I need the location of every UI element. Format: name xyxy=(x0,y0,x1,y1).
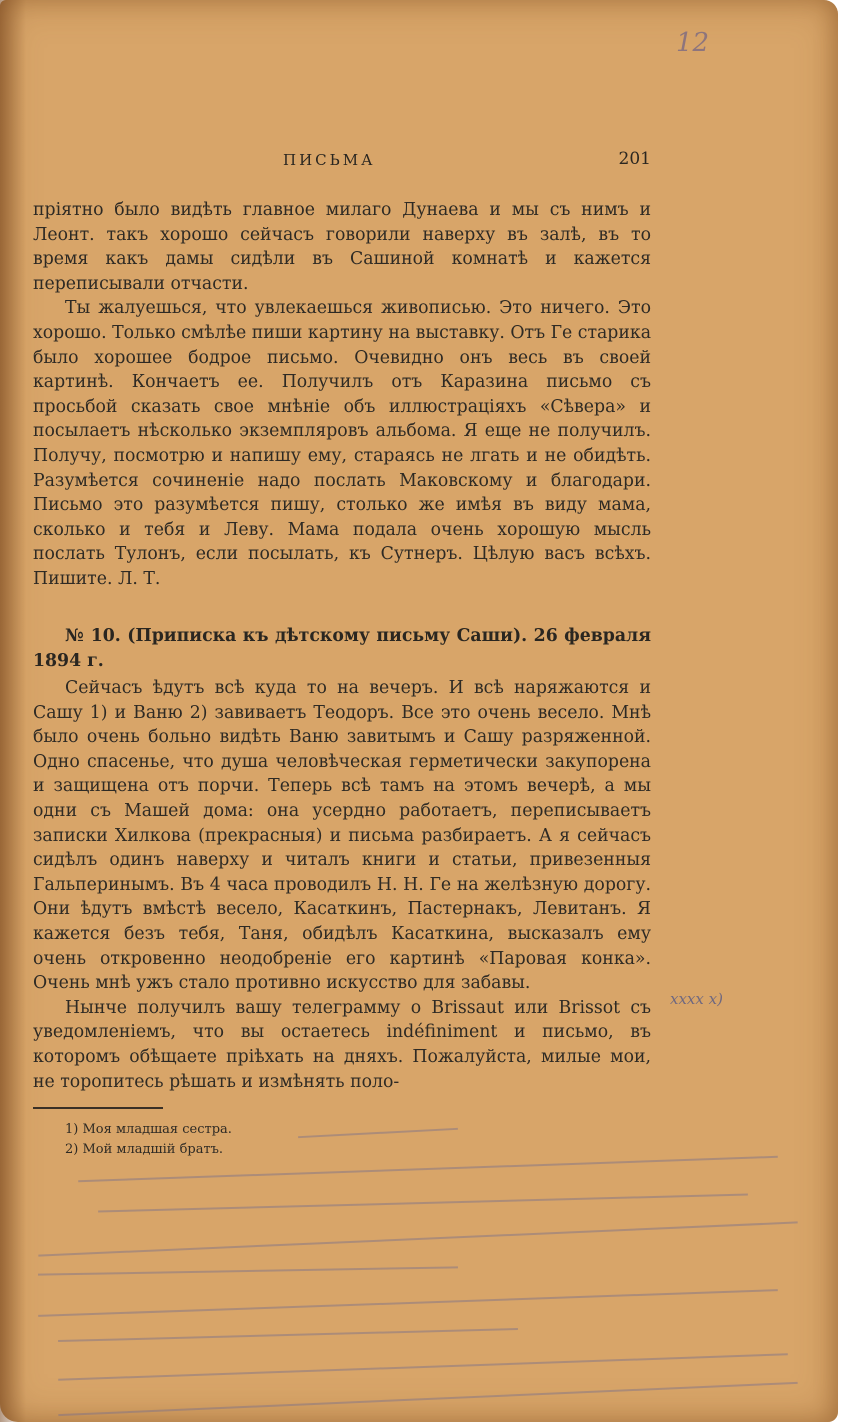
paragraph: пріятно было видѣть главное милаго Дунаева и мы съ нимъ и Леонт. такъ хорошо сейчасъ говорили наверху въ залѣ, въ то время какъ дамы сидѣли въ Сашиной комнатѣ и кажется переписывали отчасти. xyxy=(33,200,651,294)
footnote: 1) Моя младшая сестра. xyxy=(65,1122,232,1137)
footnote: 2) Мой младшій братъ. xyxy=(65,1142,224,1157)
text-block-top xyxy=(33,198,651,592)
page-edge-shadow xyxy=(0,0,26,1422)
footnote-rule xyxy=(33,1107,163,1109)
page-number: 201 xyxy=(618,149,651,169)
paragraph: Ты жалуешься, что увлекаешься живописью. Это ничего. Это хорошо. Только смѣлѣе пиши картину на выставку. Отъ Ге старика было хорошее бодрое письмо. Очевидно онъ весь въ своей картинѣ. Кончаетъ ее. Получилъ отъ Каразина письмо съ просьбой сказать свое мнѣніе объ иллюстраціяхъ «Сѣвера» и посылаетъ нѣсколько экземпляровъ альбома. Я еще не получилъ. Получу, посмотрю и напишу ему, стараясь не лгать и не обидѣть. Разумѣется сочиненіе надо послать Маковскому и благодари. Письмо это разумѣется пишу, столько же имѣя въ виду мама, сколько и тебя и Леву. Мама подала очень хорошую мысль послать Тулонъ, если посылать, къ Сутнеръ. Цѣлую васъ всѣхъ. Пишите. Л. Т. xyxy=(33,298,651,589)
paragraph: Нынче получилъ вашу телеграмму о Brissaut или Brissot съ уведомленіемъ, что вы остаетесь indéfiniment и письмо, въ которомъ обѣщаете пріѣхать на дняхъ. Пожалуйста, милые мои, не торопитесь рѣшать и измѣнять поло- xyxy=(33,997,651,1092)
running-head: ПИСЬМА xyxy=(283,151,376,169)
handwritten-page-number: 12 xyxy=(676,28,710,58)
letter-heading: № 10. (Приписка къ дѣтскому письму Саши). 26 февраля 1894 г. xyxy=(33,626,651,671)
handwritten-pencil-notes xyxy=(38,1120,828,1420)
text-block-bottom xyxy=(33,676,651,1094)
paragraph: Сейчасъ ѣдутъ всѣ куда то на вечеръ. И всѣ наряжаются и Сашу 1) и Ваню 2) завиваетъ Теодоръ. Все это очень весело. Мнѣ было очень больно видѣть Ваню завитымъ и Сашу разряженной. Одно спасенье, что душа человѣческая герметически закупорена и защищена отъ порчи. Теперь всѣ тамъ на этомъ вечерѣ, а мы одни съ Машей дома: она усердно работаетъ, переписываетъ записки Хилкова (прекрасныя) и письма разбираетъ. А я сейчасъ сидѣлъ одинъ наверху и читалъ книги и статьи, привезенныя Гальперинымъ. Въ 4 часа проводилъ Н. Н. Ге на желѣзную дорогу. Они ѣдутъ вмѣстѣ весело, Касаткинъ, Пастернакъ, Левитанъ. Я кажется безъ тебя, Таня, обидѣлъ Касаткина, высказалъ ему очень откровенно неодобреніе его картинѣ «Паровая конка». Очень мнѣ ужъ стало противно искусство для забавы. xyxy=(33,678,651,994)
page-header xyxy=(33,145,651,175)
margin-pencil-mark: xxxx x) xyxy=(670,990,723,1008)
